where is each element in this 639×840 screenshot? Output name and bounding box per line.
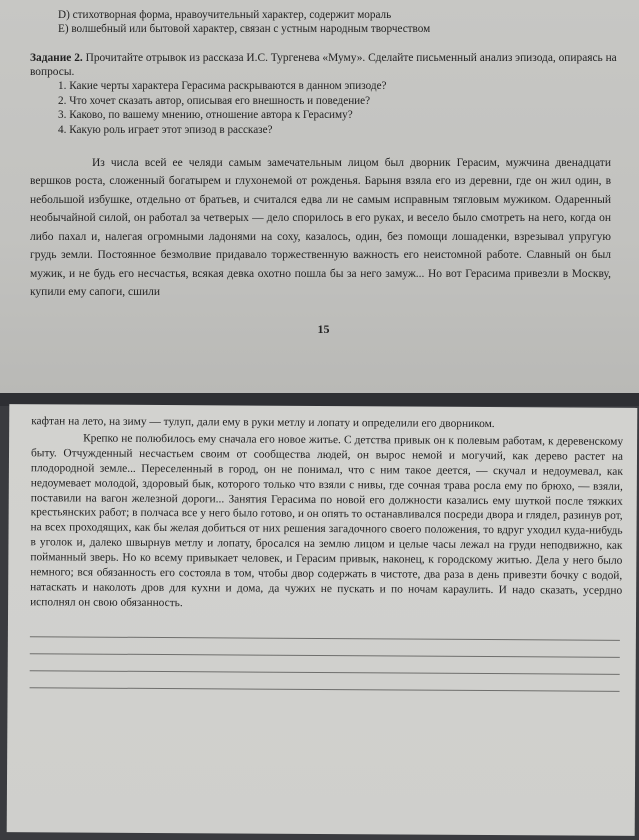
task-text: Прочитайте отрывок из рассказа И.С. Тургенева «Муму». Сделайте письменный анализ эпизода, опираясь на вопросы. [30, 51, 617, 78]
answer-writing-lines[interactable] [30, 620, 626, 692]
task-label: Задание 2. [30, 51, 83, 64]
task-2-instruction [30, 51, 617, 80]
question-list [30, 79, 617, 137]
question-item: 3. Каково, по вашему мнению, отношение автора к Герасиму? [58, 109, 353, 122]
textbook-page-bottom [7, 404, 638, 836]
story-excerpt [30, 154, 617, 302]
textbook-page-top [0, 0, 639, 393]
answer-line[interactable] [30, 671, 620, 692]
page-number: 15 [317, 321, 330, 336]
story-paragraph-text: Крепко не полюбилось ему сначала его новое житье. С детства привык он к полевым работам, к деревенскому быту. Отчужденный несчастьем своим от сообщества людей, он вырос немой и могучий, как дерево растет на плодородной земле... Переселенный в город, он не понимал, что с ним такое деется, — скучал и недоумевал, как недоумевает молодой, здоровый бык, которого только что взяли с нивы, где сочная трава росла ему по брюхо, — взяли, поставили на вагон железной дороги... Занятия Герасима по новой его должности казались ему шуткой после тяжких крестьянских работ; в полчаса все у него было готово, и он опять то останавливался посреди двора и глядел, разинув рот, на всех проходящих, как бы желая добиться от них решения загадочного своего положения, то вдруг уходил куда-нибудь в уголок и, далеко швырнув метлу и лопату, бросался на землю лицом и целые часы лежал на груди неподвижно, как пойманный зверь. Но ко всему привыкает человек, и Герасим привык, наконец, к городскому житью. Дела у него было немного; вся обязанность его состояла в том, чтобы двор содержать в чистоте, два раза в день привезти бочку с водой, натаскать и наколоть дров для кухни и дома, да чужих не пускать и по ночам караулить. И надо сказать, усердно исполнял он свою обязанность. [30, 432, 624, 610]
question-item: 4. Какую роль играет этот эпизод в рассказе? [58, 123, 273, 136]
story-excerpt-text: Из числа всей ее челяди самым замечательным лицом был дворник Герасим, мужчина двенадцати вершков роста, сложенный богатырем и глухонемой от рожденья. Барыня взяла его из деревни, где он жил один, в небольшой избушке, отдельно от братьев, и считался едва ли не самым исправным тягловым мужиком. Одаренный необычайной силой, он работал за четверых — дело спорилось в его руках, и весело было смотреть на него, когда он либо пахал и, налегая огромными ладонями на соху, казалось, один, без помощи лошаденки, взрезывал упругую грудь земли. Постоянное безмолвие придавало торжественную важность его неистомной работе. Славный он был мужик, и не будь его несчастья, всякая девка охотно пошла бы за него замуж... Но вот Герасима привезли в Москву, купили ему сапоги, сшили [30, 156, 611, 299]
story-continuation: кафтан на лето, на зиму — тулуп, дали ему в руки метлу и лопату и определили его дворником. [31, 415, 495, 431]
answer-option-d: D) стихотворная форма, нравоучительный характер, содержит мораль [58, 9, 392, 21]
story-paragraph [30, 431, 627, 614]
answer-option-e: E) волшебный или бытовой характер, связан с устным народным творчеством [58, 23, 431, 36]
question-item: 1. Какие черты характера Герасима раскрываются в данном эпизоде? [58, 80, 387, 93]
question-item: 2. Что хочет сказать автор, описывая его внешность и поведение? [58, 94, 371, 107]
